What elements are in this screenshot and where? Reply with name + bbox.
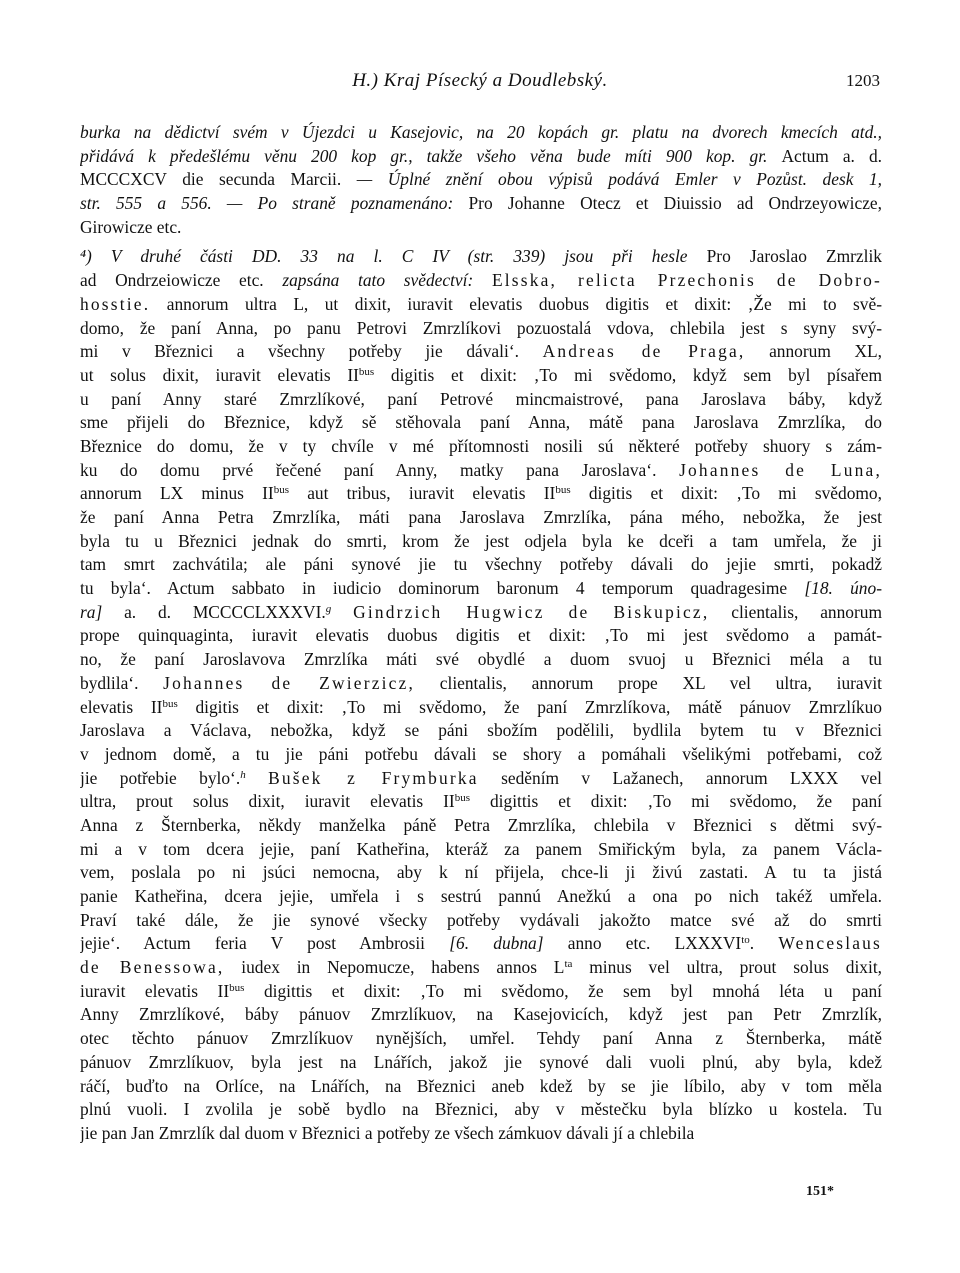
text-line bbox=[80, 624, 882, 648]
text-span: [6. dubna] bbox=[449, 933, 544, 954]
text-line bbox=[80, 411, 882, 435]
text-span: jie pan Jan Zmrzlík dal duom v Březnici a potřeby ze všech zámkuov dávali jí a chlebila bbox=[80, 1122, 695, 1143]
text-line bbox=[80, 553, 882, 577]
text-line bbox=[80, 767, 882, 791]
text-span: ut solus dixit, iuravit elevatis II bbox=[80, 364, 359, 385]
text-line bbox=[80, 216, 882, 240]
text-span: digitis et dixit: ‚To mi svědomo, bbox=[570, 483, 882, 504]
text-span: Actum a. d. bbox=[781, 145, 882, 166]
text-line bbox=[80, 1027, 882, 1051]
text-span: otec těchto pánuov Zmrzlíkuov nynějších, umřel. Tehdy paní Anna z Šternberka, mátě bbox=[80, 1028, 882, 1049]
text-line bbox=[80, 577, 882, 601]
text-span: str. 555 a 556. — Po straně poznamenáno: bbox=[80, 193, 469, 214]
text-span: burka na dědictví svém v Újezdci u Kasejovic, na 20 kopách gr. platu na dvorech kmecích atd., bbox=[80, 122, 882, 142]
text-span: ultra, prout solus dixit, iuravit elevatis II bbox=[80, 791, 455, 812]
text-span: ad Ondrzeiowicze etc. bbox=[80, 270, 283, 291]
text-line bbox=[80, 269, 882, 293]
text-span: pánuov Zmrzlíkuov, byla jest na Lnářích, jakož jie synové dali vuoli plnú, aby byla, kdež bbox=[80, 1051, 882, 1072]
text-line bbox=[80, 696, 882, 720]
text-span: Girowicze etc. bbox=[80, 216, 182, 237]
text-span: u paní Anny staré Zmrzlíkové, paní Petrové mincmaistrové, pana Jaroslava báby, když bbox=[80, 388, 882, 409]
text-line bbox=[80, 956, 882, 980]
text-span: Anny Zmrzlíkové, báby pánuov Zmrzlíkuov, na Kasejovicích, když jest pan Petr Zmrzlík, bbox=[80, 1004, 882, 1025]
text-span: no, že paní Jaroslavova Zmrzlíka máti své obydlé a duom svuoj u Březnici méla a tu bbox=[80, 649, 882, 670]
text-span: annorum LX minus II bbox=[80, 483, 274, 504]
text-line bbox=[80, 482, 882, 506]
superscript: bus bbox=[454, 792, 471, 805]
text-span: Anna z Šternberka, někdy manželka páně Petra Zmrzlíka, chlebila v Březnici s dětmi svý- bbox=[80, 814, 882, 835]
page-header bbox=[80, 70, 880, 100]
text-span: tu byla‘. Actum sabbato in iudicio dominorum baronum 4 temporum quadragesime bbox=[80, 578, 805, 599]
text-span: ra] bbox=[80, 601, 103, 622]
page-number: 1203 bbox=[846, 71, 880, 90]
text-span: jejie‘. Actum feria V post Ambrosii bbox=[80, 933, 450, 954]
text-line bbox=[80, 435, 882, 459]
text-span: Březnice do domu, že v ty chvíle v mé přítomnosti nosili sú některé potřeby shuory s zám- bbox=[80, 435, 882, 456]
text-span: [18. úno- bbox=[804, 578, 882, 599]
text-line bbox=[80, 317, 882, 341]
text-line bbox=[80, 814, 882, 838]
name-spaced: Wenceslaus bbox=[778, 933, 882, 954]
name-spaced: de Benessowa, bbox=[80, 957, 225, 978]
text-span: Jaroslava a Václava, nebožka, když se páni sbožím podělili, bydlila bytem tu v Březnici bbox=[80, 720, 882, 741]
text-line bbox=[80, 245, 882, 269]
text-line bbox=[80, 340, 882, 364]
text-span: MCCCXCV die secunda Marcii. bbox=[80, 169, 357, 190]
text-span: přidává k předešlému věnu 200 kop gr., takže všeho věna bude míti 900 kop. gr. bbox=[80, 145, 782, 166]
text-span: digittis et dixit: ‚To mi svědomo, že paní bbox=[470, 791, 882, 812]
superscript: bus bbox=[162, 697, 178, 710]
text-line bbox=[80, 364, 882, 388]
text-span bbox=[331, 602, 353, 622]
text-span: anno etc. LXXXVI bbox=[543, 933, 742, 954]
text-span: plnú vuoli. I zvolila je sobě bydlo na Březnici, aby v městečku byla blízko u kostela. Tu bbox=[80, 1099, 882, 1120]
text-line bbox=[80, 293, 882, 317]
name-spaced: Bušek z Frymburka bbox=[268, 767, 479, 788]
text-span: clientalis, annorum bbox=[709, 601, 882, 622]
text-line bbox=[80, 168, 882, 192]
text-line bbox=[80, 861, 882, 885]
name-spaced: Andreas de Praga, bbox=[542, 341, 746, 362]
text-span: mi a v tom dcera jejie, paní Katheřina, kteráž za panem Smiřickým byla, za panem Václa- bbox=[80, 838, 882, 859]
text-span: — Úplné znění obou výpisů podává Emler v Pozůst. desk 1, bbox=[356, 169, 882, 190]
superscript: to bbox=[741, 934, 750, 947]
running-head: H.) Kraj Písecký a Doudlebský. bbox=[352, 70, 608, 91]
text-line bbox=[80, 388, 882, 412]
text-line bbox=[80, 506, 882, 530]
text-span: mi v Březnici a všechny potřeby jie dávali‘. bbox=[80, 341, 543, 362]
text-span bbox=[246, 768, 268, 788]
name-spaced: Johannes de Zwierzicz, bbox=[163, 672, 416, 693]
text-span: aut tribus, iuravit elevatis II bbox=[289, 483, 556, 504]
text-line bbox=[80, 672, 882, 696]
text-span: a. d. MCCCCLXXXVI. bbox=[102, 601, 326, 622]
text-line bbox=[80, 980, 882, 1004]
text-span: Praví také dále, že jie synové všecky potřeby vydávali jakožto matce své až do smrti bbox=[80, 909, 882, 930]
text-span: bydlila‘. bbox=[80, 672, 164, 693]
text-span: ku do domu prvé řečené paní Anny, matky pana Jaroslava‘. bbox=[80, 459, 680, 480]
text-line bbox=[80, 1098, 882, 1122]
text-span: iuravit elevatis II bbox=[80, 980, 230, 1001]
text-line bbox=[80, 885, 882, 909]
text-line bbox=[80, 145, 882, 169]
text-span: tam smrt zachvátila; ale páni synové jie tu všechny potřeby dávali do jejie smrti, pokadž bbox=[80, 554, 882, 575]
text-span: sme přijeli do Březnice, když sě stěhovala paní Anna, mátě pana Jaroslava Zmrzlíka, do bbox=[80, 412, 882, 433]
text-line bbox=[80, 932, 882, 956]
text-span: clientalis, annorum prope XL vel ultra, iuravit bbox=[415, 672, 882, 693]
text-span: . bbox=[749, 933, 779, 954]
text-span: digittis et dixit: ‚To mi svědomo, že sem byl mnohá léta u paní bbox=[244, 980, 882, 1001]
text-span: elevatis II bbox=[80, 696, 163, 717]
text-span: vem, poslala po ni jsúci nemocna, aby k ní přijela, chce-li ji živú zastati. A tu ta jistá bbox=[80, 862, 882, 883]
text-span: minus vel ultra, prout solus dixit, bbox=[572, 957, 882, 978]
superscript: bus bbox=[555, 484, 571, 497]
text-line bbox=[80, 121, 882, 145]
superscript: g bbox=[325, 602, 332, 615]
text-span: annorum XL, bbox=[745, 341, 882, 362]
text-line bbox=[80, 719, 882, 743]
superscript: bus bbox=[229, 981, 245, 994]
text-span: digitis et dixit: ‚To mi svědomo, že paní Zmrzlíkova, mátě pánuov Zmrzlíkuo bbox=[177, 696, 882, 717]
text-line bbox=[80, 459, 882, 483]
name-spaced: Elsska, relicta Przechonis de Dobro- bbox=[491, 270, 882, 291]
text-line bbox=[80, 909, 882, 933]
superscript: h bbox=[240, 768, 246, 781]
superscript: bus bbox=[273, 484, 289, 497]
superscript: ta bbox=[564, 958, 573, 971]
text-line bbox=[80, 192, 882, 216]
text-line bbox=[80, 743, 882, 767]
text-line bbox=[80, 1075, 882, 1099]
text-span: byla tu u Březnici jednak do smrti, krom že jest odjela byla ke dceři a tam umřela, že ji bbox=[80, 530, 882, 551]
text-span: domo, že paní Anna, po panu Petrovi Zmrzlíkovi pozuostalá vdova, chlebila jest s syny svý- bbox=[80, 317, 882, 338]
text-span: digitis et dixit: ‚To mi svědomo, když sem byl písařem bbox=[374, 364, 882, 385]
text-line bbox=[80, 1051, 882, 1075]
name-spaced: hosstie. bbox=[80, 293, 151, 314]
text-line bbox=[80, 790, 882, 814]
text-span: iudex in Nepomucze, habens annos L bbox=[224, 957, 565, 978]
signature-mark: 151* bbox=[806, 1184, 834, 1199]
text-span: zapsána tato svědectví: bbox=[282, 270, 492, 291]
superscript: bus bbox=[358, 365, 375, 378]
text-span: annorum ultra L, ut dixit, iuravit elevatis duobus digitis et dixit: ‚Že mi to svě- bbox=[150, 293, 882, 314]
name-spaced: Johannes de Luna, bbox=[679, 459, 882, 480]
text-line bbox=[80, 838, 882, 862]
text-line bbox=[80, 648, 882, 672]
text-span: Pro Johanne Otecz et Diuissio ad Ondrzeyowicze, bbox=[468, 193, 882, 214]
text-span: v jednom domě, a tu jie páni potřebu dávali se shory a pomáhali všelikými potřebami, což bbox=[80, 743, 882, 764]
text-span: panie Katheřina, dcera jejie, umřela i s sestrú pannú Anežkú a ona po nich takéž umřela. bbox=[80, 886, 882, 906]
text-line bbox=[80, 601, 882, 625]
text-span: ⁴) V druhé části DD. 33 na l. C IV (str. 339) jsou při hesle bbox=[80, 246, 707, 267]
name-spaced: Gindrzich Hugwicz de Biskupicz, bbox=[353, 601, 710, 622]
text-line bbox=[80, 1003, 882, 1027]
text-line bbox=[80, 1122, 882, 1146]
body-text bbox=[80, 121, 882, 1146]
text-line bbox=[80, 530, 882, 554]
text-span: ráčí, buďto na Orlíce, na Lnářích, na Březnici aneb kdež by se jie líbilo, aby v tom měla bbox=[80, 1075, 882, 1096]
text-span: seděním v Lažanech, annorum LXXX vel bbox=[478, 767, 882, 788]
text-span: jie potřebie bylo‘. bbox=[80, 767, 241, 788]
text-span: prope quinquaginta, iuravit elevatis duobus digitis et dixit: ‚To mi jest svědomo a památ- bbox=[80, 625, 882, 646]
text-span: že paní Anna Petra Zmrzlíka, máti pana Jaroslava Zmrzlíka, pána mého, nebožka, že jest bbox=[80, 507, 882, 527]
text-span: Pro Jaroslao Zmrzlik bbox=[706, 246, 882, 267]
